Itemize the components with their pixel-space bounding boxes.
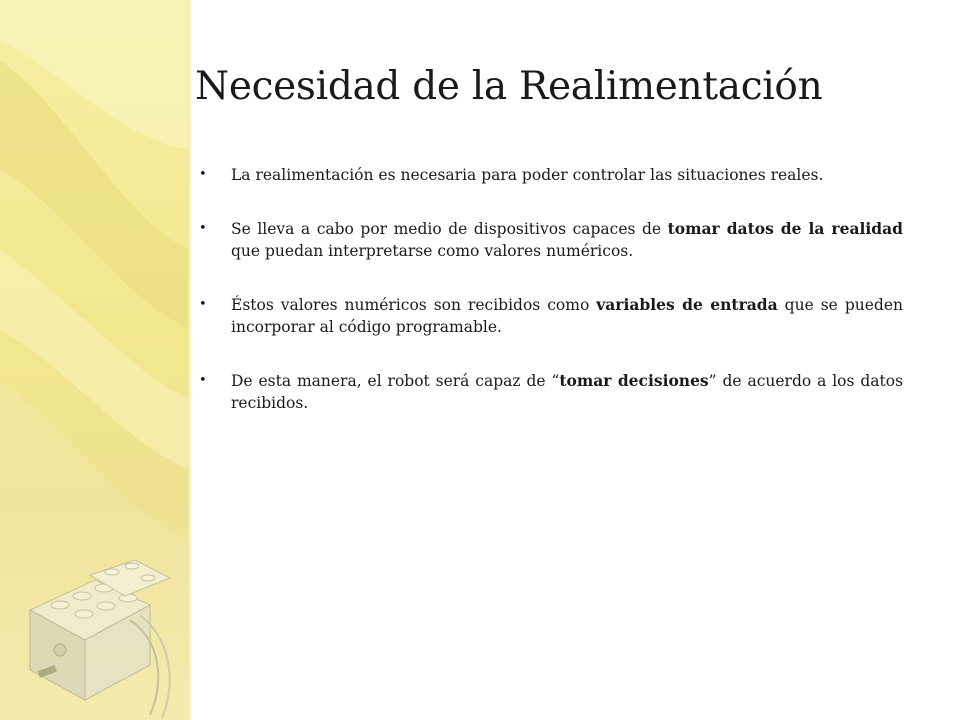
bullet-emphasis: tomar datos de la realidad (667, 219, 903, 238)
bullet-emphasis: tomar decisiones (559, 371, 709, 390)
bullet-item (195, 294, 903, 338)
slide-title: Necesidad de la Realimentación (195, 64, 823, 109)
bullet-item (195, 218, 903, 262)
bullet-list (195, 164, 903, 446)
bullet-item (195, 164, 903, 186)
bullet-text: que puedan interpretarse como valores numéricos. (231, 242, 634, 260)
bullet-icon: • (199, 373, 207, 388)
bullet-text: que se pueden incorporar al código programable. (231, 296, 903, 336)
bullet-text: De esta manera, el robot será capaz de “ (231, 372, 560, 390)
bullet-icon: • (199, 167, 207, 182)
bullet-icon: • (199, 221, 207, 236)
bullet-text: Se lleva a cabo por medio de dispositivos capaces de (231, 220, 668, 238)
bullet-text: La realimentación es necesaria para poder controlar las situaciones reales. (231, 166, 824, 184)
bullet-text: Éstos valores numéricos son recibidos como (231, 296, 597, 314)
bullet-text: ” de acuerdo a los datos recibidos. (231, 372, 904, 412)
decorative-side-panel (0, 0, 192, 720)
bullet-item (195, 370, 903, 414)
side-panel-edge (188, 0, 192, 720)
robot-brick-icon (0, 0, 192, 720)
bullet-icon: • (199, 297, 207, 312)
bullet-emphasis: variables de entrada (596, 295, 778, 314)
